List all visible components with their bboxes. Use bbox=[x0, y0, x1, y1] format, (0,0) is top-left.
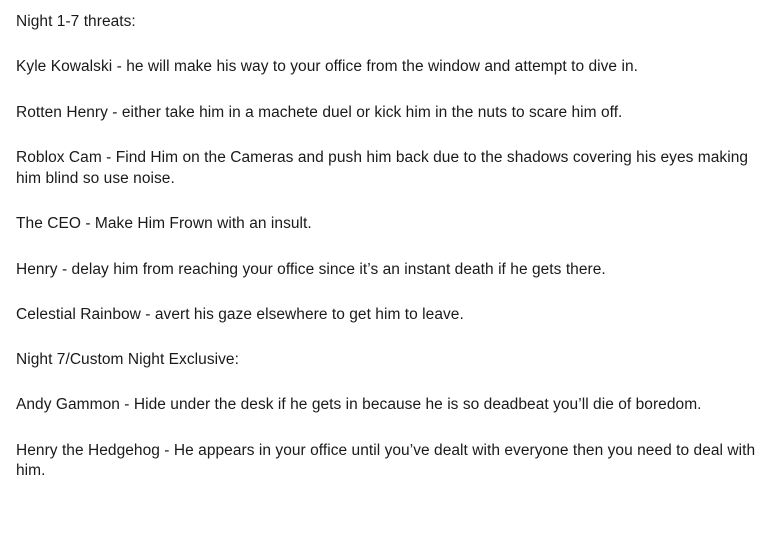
threat-name: Henry bbox=[16, 260, 58, 278]
threat-name: Andy Gammon bbox=[16, 396, 120, 414]
threat-entry-kyle-kowalski bbox=[16, 57, 763, 77]
threat-description: Hide under the desk if he gets in because he is so deadbeat you’ll die of boredom. bbox=[133, 396, 702, 414]
threat-separator: - bbox=[107, 103, 122, 121]
threat-separator: - bbox=[80, 215, 95, 233]
threat-separator: - bbox=[140, 306, 155, 324]
threat-description: avert his gaze elsewhere to get him to leave. bbox=[154, 306, 464, 324]
threat-entry-rotten-henry bbox=[16, 103, 763, 123]
section-heading-night-1-7: Night 1-7 threats: bbox=[16, 13, 136, 30]
threat-description: either take him in a machete duel or kick him in the nuts to scare him off. bbox=[121, 103, 623, 121]
section-heading-night-7-custom: Night 7/Custom Night Exclusive: bbox=[16, 350, 239, 368]
threat-entry-roblox-cam bbox=[16, 148, 763, 189]
threat-name: The CEO bbox=[16, 215, 81, 233]
threat-description: delay him from reaching your office since it’s an instant death if he gets there. bbox=[71, 260, 606, 278]
threat-description: he will make his way to your office from the window and attempt to dive in. bbox=[126, 58, 638, 76]
threat-name: Roblox Cam bbox=[16, 149, 102, 167]
threat-separator: - bbox=[159, 441, 174, 459]
threat-separator: - bbox=[101, 149, 116, 167]
threat-entry-henry-the-hedgehog bbox=[16, 441, 763, 482]
threat-description: Make Him Frown with an insult. bbox=[94, 215, 312, 233]
threat-name: Celestial Rainbow bbox=[16, 306, 141, 324]
threat-description: He appears in your office until you’ve dealt with everyone then you need to deal with him. bbox=[16, 441, 756, 479]
threat-entry-celestial-rainbow bbox=[16, 305, 763, 325]
threat-entry-the-ceo bbox=[16, 214, 763, 234]
threat-description: Find Him on the Cameras and push him back due to the shadows covering his eyes making him blind so use noise. bbox=[16, 149, 749, 187]
threat-separator: - bbox=[119, 396, 134, 414]
threat-name: Rotten Henry bbox=[16, 103, 108, 121]
threat-entry-andy-gammon bbox=[16, 395, 763, 415]
threat-entry-henry bbox=[16, 260, 763, 280]
threat-separator: - bbox=[112, 58, 127, 76]
threat-name: Kyle Kowalski bbox=[16, 58, 113, 76]
threat-separator: - bbox=[57, 260, 72, 278]
threat-name: Henry the Hedgehog bbox=[16, 441, 160, 459]
